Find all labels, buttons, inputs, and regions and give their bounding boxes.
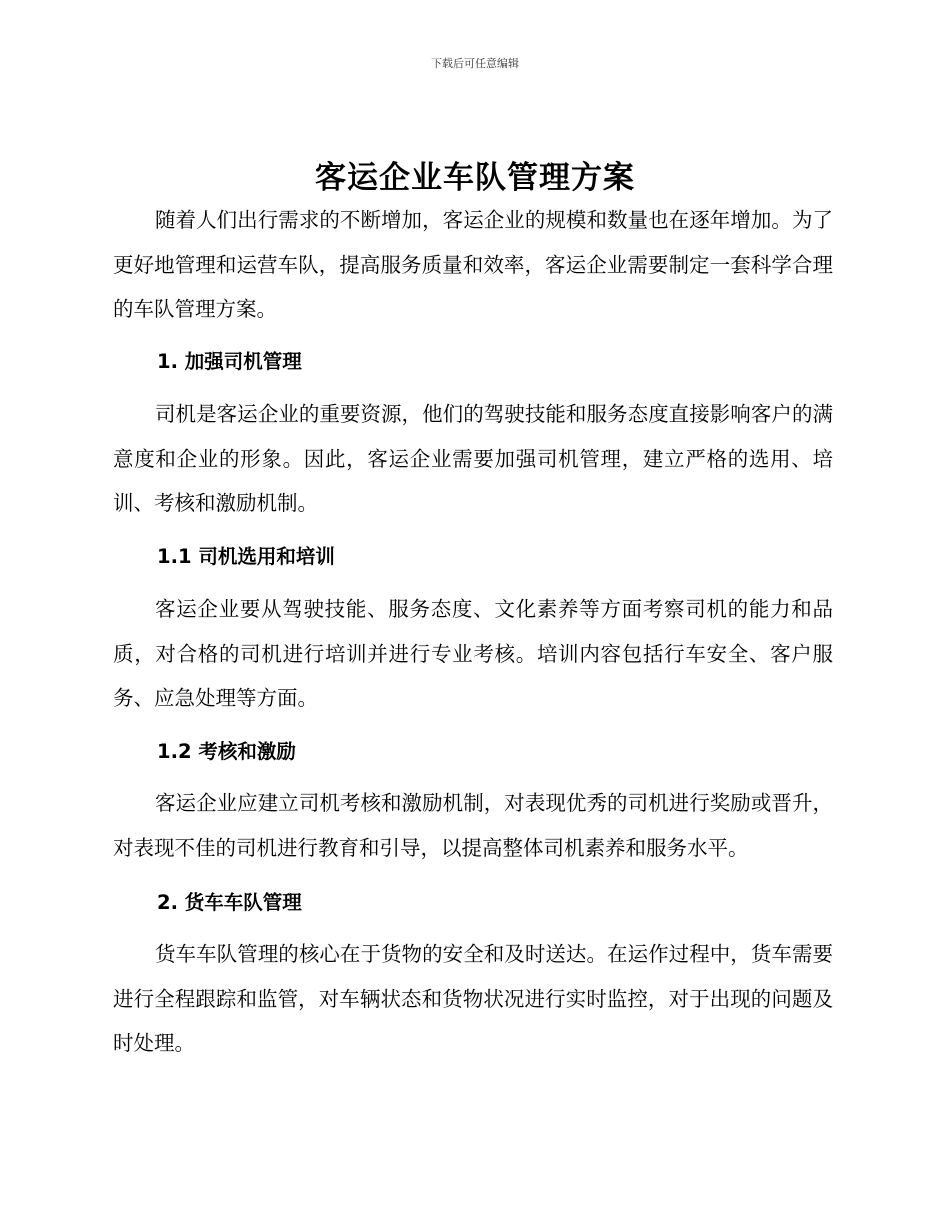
document-title: 客运企业车队管理方案 (315, 160, 635, 196)
section-1-1-heading: 1.1 司机选用和培训 (157, 545, 335, 568)
section-2-body: 货车车队管理的核心在于货物的安全和及时送达。在运作过程中，货车需要进行全程跟踪和监管，对车辆状态和货物状况进行实时监控，对于出现的问题及时处理。 (113, 942, 833, 1055)
section-1-body: 司机是客运企业的重要资源，他们的驾驶技能和服务态度直接影响客户的满意度和企业的形象。因此，客运企业需要加强司机管理，建立严格的选用、培训、考核和激励机制。 (113, 402, 833, 515)
section-1-heading: 1. 加强司机管理 (157, 350, 302, 373)
header-note: 下载后可任意编辑 (431, 57, 519, 70)
section-1-1-body: 客运企业要从驾驶技能、服务态度、文化素养等方面考察司机的能力和品质，对合格的司机进行培训并进行专业考核。培训内容包括行车安全、客户服务、应急处理等方面。 (113, 597, 833, 710)
section-1-2-body: 客运企业应建立司机考核和激励机制，对表现优秀的司机进行奖励或晋升，对表现不佳的司机进行教育和引导，以提高整体司机素养和服务水平。 (113, 791, 833, 860)
intro-paragraph: 随着人们出行需求的不断增加，客运企业的规模和数量也在逐年增加。为了更好地管理和运营车队，提高服务质量和效率，客运企业需要制定一套科学合理的车队管理方案。 (113, 208, 833, 321)
section-2-heading: 2. 货车车队管理 (157, 891, 302, 914)
section-1-2-heading: 1.2 考核和激励 (157, 740, 296, 763)
